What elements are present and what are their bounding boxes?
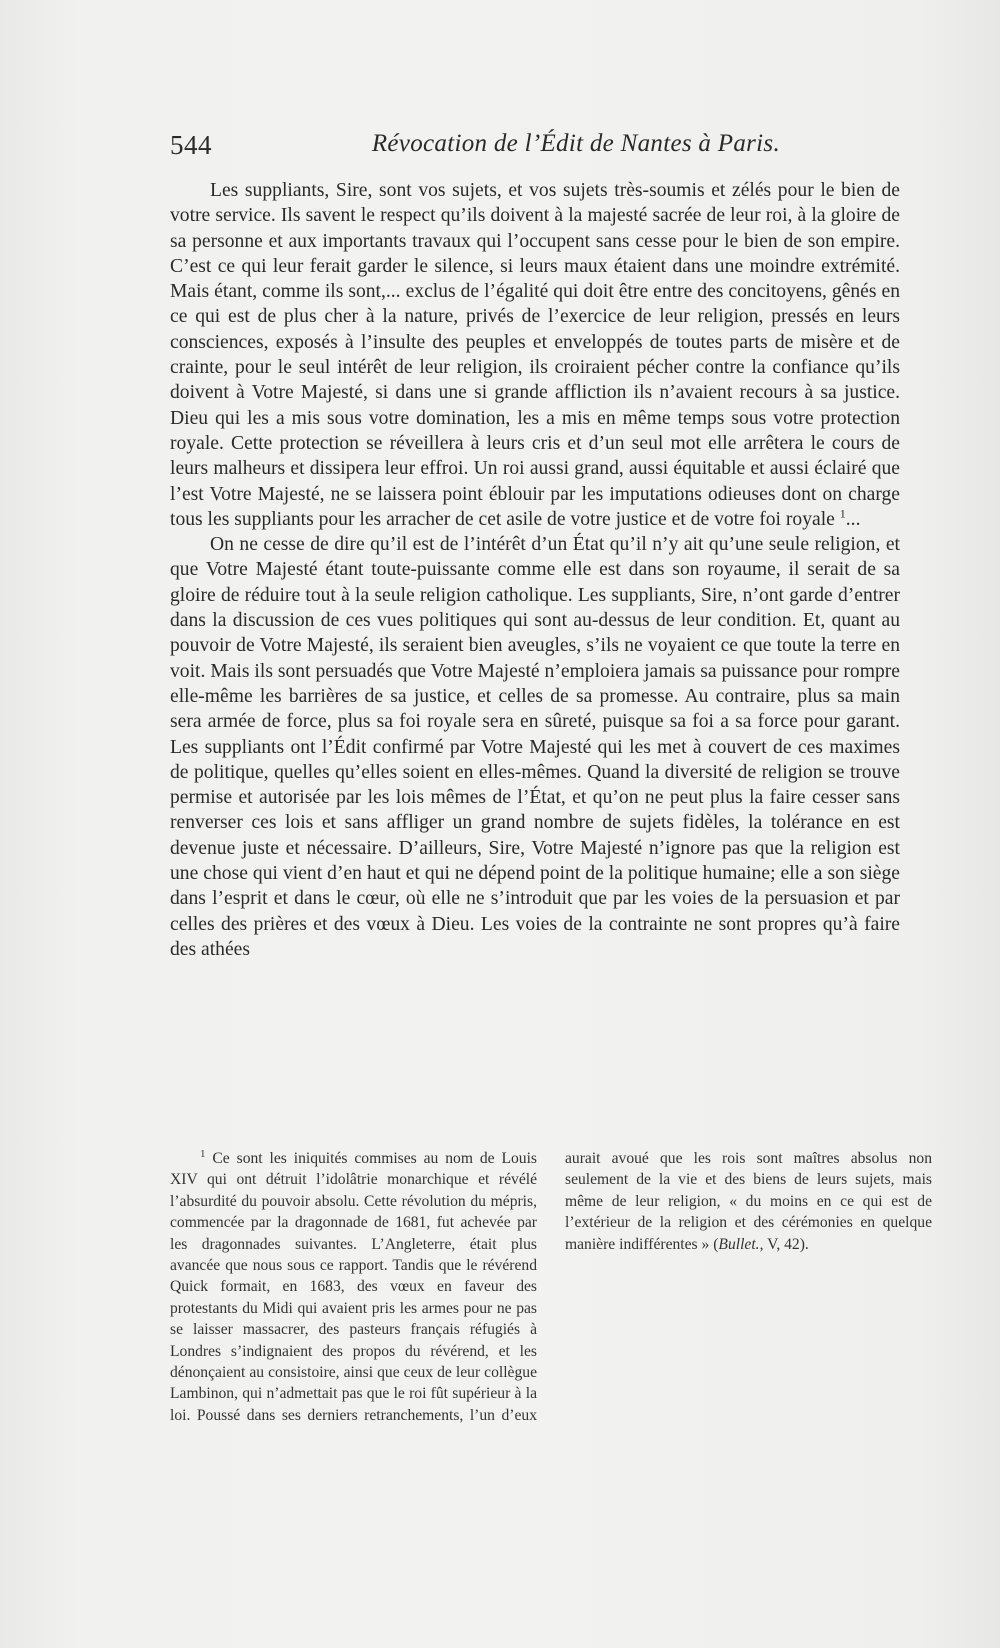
paragraph-2: On ne cesse de dire qu’il est de l’intérêt d’un État qu’il n’y ait qu’une seule religion, et que Votre Majesté étant toute-puissante comme elle est dans son royaume, il serait de sa gloire de réduire tout à la seule religion catholique. Les suppliants, Sire, n’ont garde d’entrer dans la discussion de ces vues politiques qui sont au-dessus de leur condition. Et, quant au pouvoir de Votre Majesté, ils seraient bien aveugles, s’ils ne voyaient ce que toute la terre en voit. Mais ils sont persuadés que Votre Majesté n’emploiera jamais sa puissance pour rompre elle-même les barrières de sa justice, et celles de sa promesse. Au contraire, plus sa main sera armée de force, plus sa foi royale sera en sûreté, puisque sa foi a sa force pour garant. Les suppliants ont l’Édit confirmé par Votre Majesté qui les met à couvert de ces maximes de politique, quelles qu’elles soient en elles-mêmes. Quand la diversité de religion se trouve permise et autorisée par les lois mêmes de l’État, et qu’on ne peut plus la faire cesser sans renverser ces lois et sans affliger un grand nombre de sujets fidèles, la tolérance en est devenue juste et nécessaire. D’ailleurs, Sire, Votre Majesté n’ignore pas que la religion est une chose qui vient d’en haut et qui ne dépend point de la politique humaine; elle a son siège dans l’esprit et dans le cœur, où elle ne s’introduit que par les voies de la persuasion et par celles des prières et des vœux à Dieu. Les voies de la contrainte ne sont propres qu’à faire des athées: [170, 534, 900, 960]
footnote-reference[interactable]: 1: [839, 506, 846, 521]
page-number: 544: [170, 130, 212, 160]
paragraph-1: [170, 178, 900, 532]
paragraph-1-ellipsis: ...: [845, 508, 861, 530]
footnote-marker: 1: [200, 1147, 206, 1160]
footnote-1: [170, 1148, 932, 1428]
footnote-citation-source: Bullet.: [718, 1235, 760, 1253]
running-title: Révocation de l’Édit de Nantes à Paris.: [371, 130, 780, 157]
body-text: [170, 178, 900, 962]
footnotes: [170, 1148, 932, 1428]
footnote-text: Ce sont les iniquités commises au nom de Louis XIV qui ont détruit l’idolâtrie monarchique et révélé l’absurdité du pouvoir absolu. Cette révolution du mépris, commencée par la dragonnade de 1681, fut achevée par les dragonnades suivantes. L’Angleterre, était plus avancée que nous sous ce rapport. Tandis que le révérend Quick formait, en 1683, des vœux en faveur des protestants du Midi qui avaient pris les armes pour ne pas se laisser massacrer, des pasteurs français réfugiés à Londres s’indignaient des propos du révérend, et les dénonçaient au consistoire, ainsi que ceux de leur collègue Lambinon, qui n’admettait pas que le roi fût supérieur à la loi. Poussé dans ses derniers retranchements, l’un d’eux aurait avoué que les rois sont maîtres absolus non seulement de la vie et des biens de leurs sujets, mais même de leur religion, « du moins en ce qui est de l’extérieur de la religion et des cérémonies en quelque manière indifférentes » (: [170, 1150, 932, 1424]
footnote-citation-rest: , V, 42).: [759, 1235, 809, 1253]
paragraph-1-text: Les suppliants, Sire, sont vos sujets, et vos sujets très-soumis et zélés pour le bien de votre service. Ils savent le respect qu’ils doivent à la majesté sacrée de leur roi, à la gloire de sa personne et aux importants travaux qui l’occupent sans cesse pour le bien de son empire. C’est ce qui leur ferait garder le silence, si leurs maux étaient dans une moindre extrémité. Mais étant, comme ils sont,... exclus de l’égalité qui doit être entre des concitoyens, gênés en ce qui est de plus cher à la nature, privés de l’exercice de leur religion, pressés en leurs consciences, exposés à l’insulte des peuples et enveloppés de toutes parts de misère et de crainte, pour le seul intérêt de leur religion, ils croiraient pécher contre la confiance qu’ils doivent à Votre Majesté, si dans une si grande affliction ils n’avaient recours à sa justice. Dieu qui les a mis sous votre domination, les a mis en même temps sous votre protection royale. Cette protection se réveillera à leurs cris et d’un seul mot elle arrêtera le cours de leurs malheurs et dissipera leur effroi. Un roi aussi grand, aussi équitable et aussi éclairé que l’est Votre Majesté, ne se laissera point éblouir par les imputations odieuses dont on charge tous les suppliants pour les arracher de cet asile de votre justice et de votre foi royale: [170, 180, 900, 530]
running-head: [170, 126, 780, 166]
